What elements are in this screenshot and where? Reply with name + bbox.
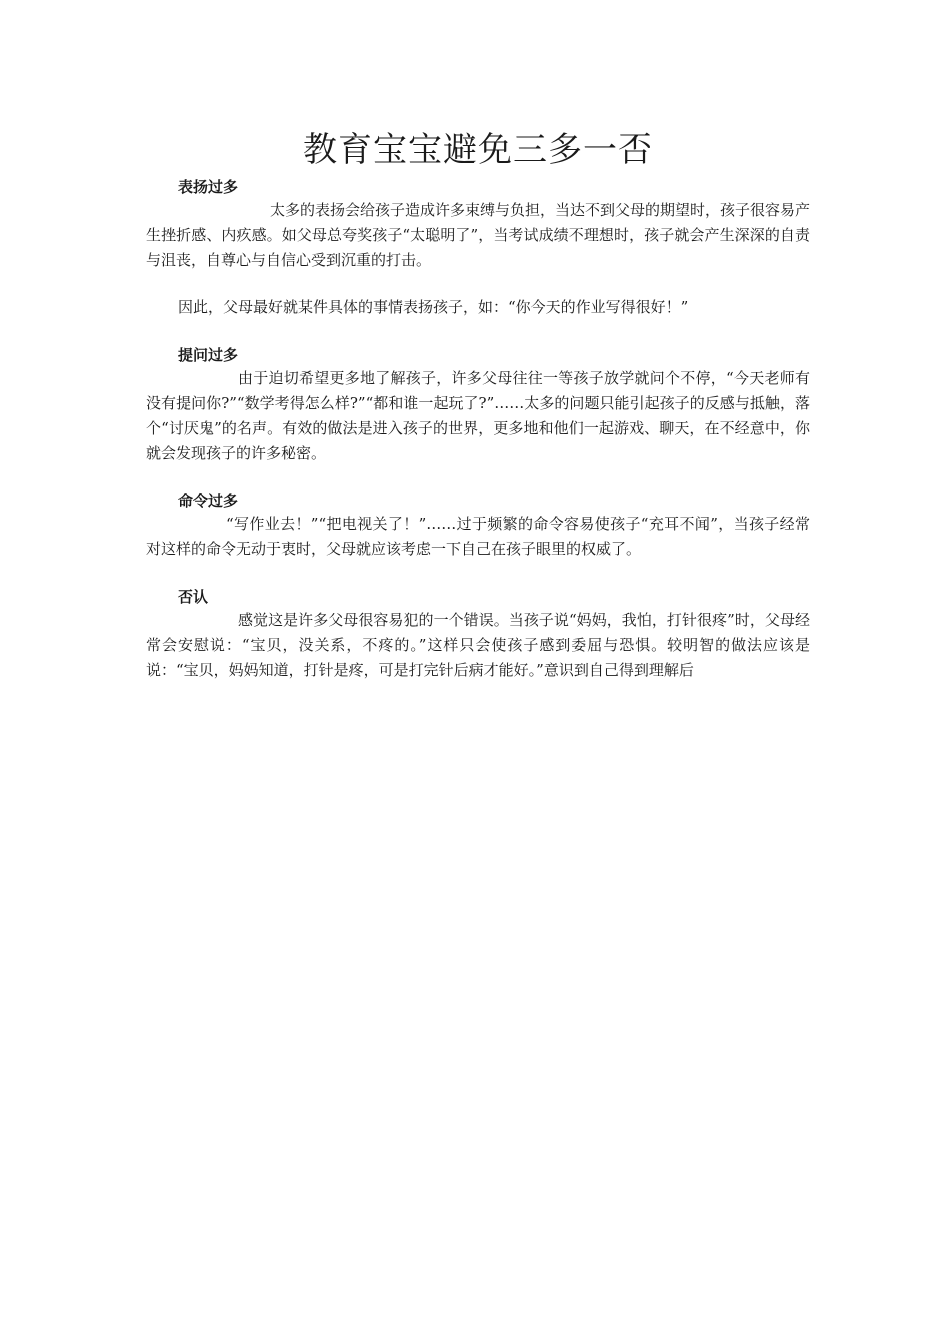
- paragraph-gap: [146, 273, 810, 295]
- section-paragraph: 由于迫切希望更多地了解孩子，许多父母往往一等孩子放学就问个不停，“今天老师有没有提问你?”“数学考得怎么样?”“都和谁一起玩了?”……太多的问题只能引起孩子的反感与抵触，落个“讨厌鬼”的名声。有效的做法是进入孩子的世界，更多地和他们一起游戏、聊天，在不经意中，你就会发现孩子的许多秘密。: [146, 369, 810, 462]
- section-paragraph: 感觉这是许多父母很容易犯的一个错误。当孩子说“妈妈，我怕，打针很疼”时，父母经常会安慰说：“宝贝，没关系，不疼的。”这样只会使孩子感到委屈与恐惧。较明智的做法应该是说：“宝贝，妈妈知道，打针是疼，可是打完针后病才能好。”意识到自己得到理解后: [146, 611, 810, 679]
- document-page: [146, 128, 810, 707]
- section-heading: 否认: [178, 588, 209, 606]
- section-denial: [146, 586, 810, 683]
- section-heading: 命令过多: [178, 492, 239, 510]
- section-commands: [146, 490, 810, 562]
- section-heading: 表扬过多: [178, 178, 239, 196]
- section-heading: 提问过多: [178, 346, 239, 364]
- section-praise: [146, 176, 810, 320]
- section-paragraph: 因此，父母最好就某件具体的事情表扬孩子，如：“你今天的作业写得很好！”: [178, 298, 689, 316]
- section-paragraph: “写作业去！”“把电视关了！”……过于频繁的命令容易使孩子“充耳不闻”，当孩子经常对这样的命令无动于衷时，父母就应该考虑一下自己在孩子眼里的权威了。: [146, 515, 810, 558]
- document-title: 教育宝宝避免三多一否: [303, 130, 653, 170]
- section-questions: [146, 344, 810, 466]
- section-paragraph: 太多的表扬会给孩子造成许多束缚与负担，当达不到父母的期望时，孩子很容易产生挫折感、内疚感。如父母总夸奖孩子“太聪明了”，当考试成绩不理想时，孩子就会产生深深的自责与沮丧，自尊心与自信心受到沉重的打击。: [146, 201, 811, 269]
